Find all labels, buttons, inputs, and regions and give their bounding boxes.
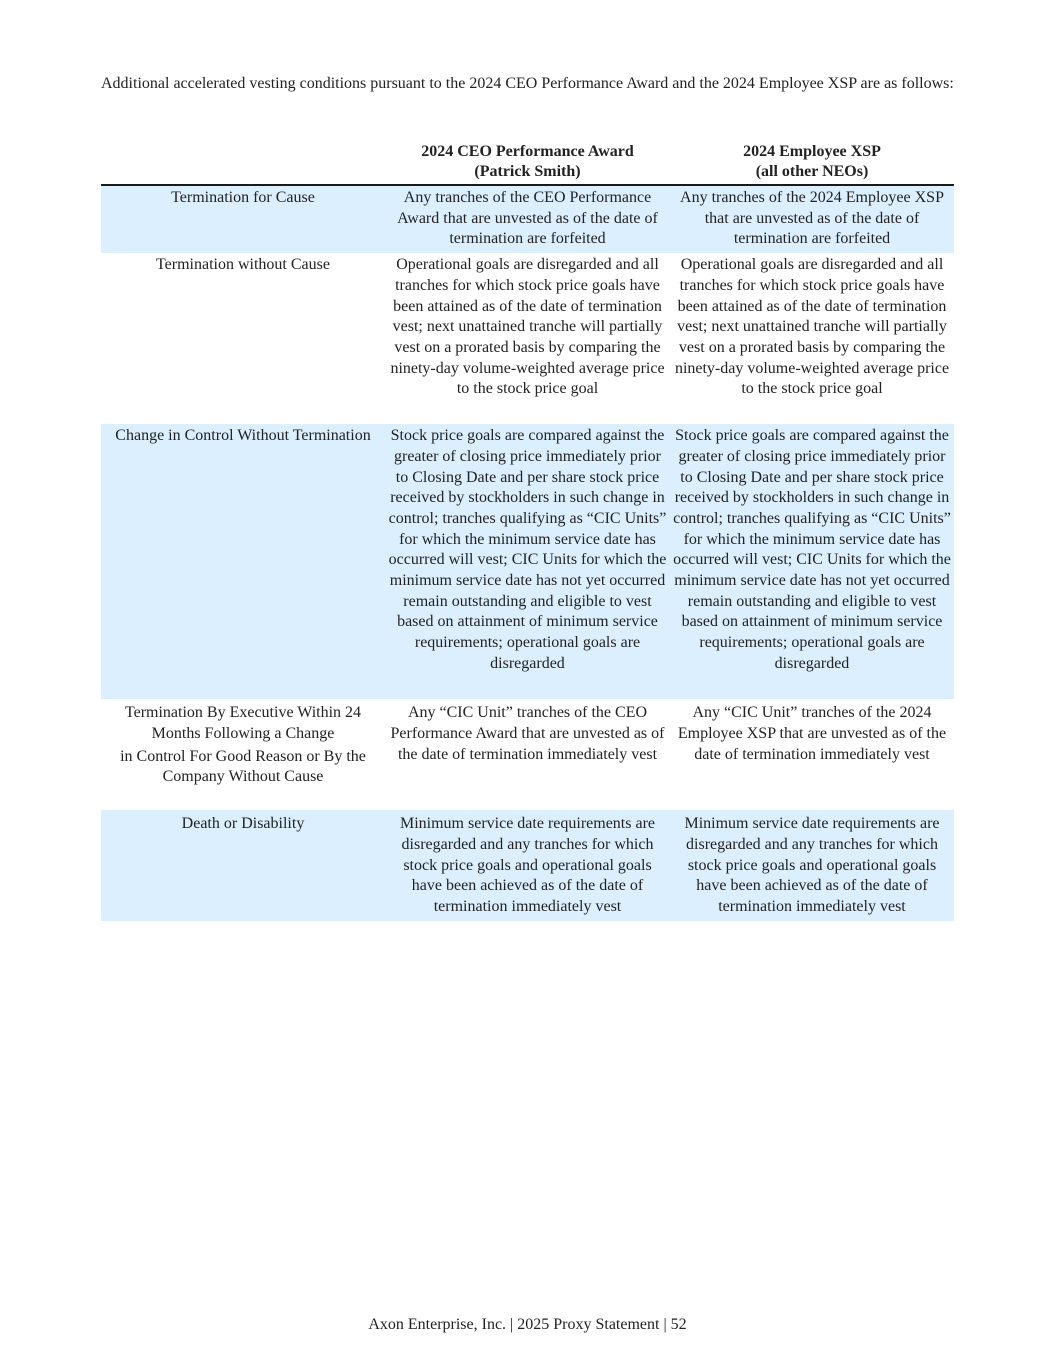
table-header-row (101, 142, 954, 185)
intro-paragraph: Additional accelerated vesting conditions pursuant to the 2024 CEO Performance Award and the 2024 Employee XSP are as follows: (101, 75, 954, 92)
row-ceo-condition: Stock price goals are compared against the greater of closing price immediately prior to Closing Date and per share stock price received by stockholders in such change in control; tranches qualifying as “CIC Units” for which the minimum service date has occurred will vest; CIC Units for which the minimum service date has not yet occurred remain outstanding and eligible to vest based on attainment of minimum service requirements; operational goals are disregarded (385, 424, 670, 699)
header-employee-xsp-title: 2024 Employee XSP (743, 143, 881, 160)
row-ceo-condition: Operational goals are disregarded and all tranches for which stock price goals have been attained as of the date of termination vest; next unattained tranche will partially vest on a prorated basis by comparing the ninety-day volume-weighted average price to the stock price goal (390, 256, 665, 398)
table-row (101, 424, 954, 699)
row-ceo-condition: Any tranches of the CEO Performance Award that are unvested as of the date of termination are forfeited (385, 185, 670, 253)
table-row (101, 185, 954, 253)
row-ceo-condition: Minimum service date requirements are disregarded and any tranches for which stock price goals and operational goals have been achieved as of the date of termination immediately vest (385, 810, 670, 921)
header-event (101, 142, 385, 185)
row-xsp-condition: Stock price goals are compared against the greater of closing price immediately prior to Closing Date and per share stock price received by stockholders in such change in control; tranches qualifying as “CIC Units” for which the minimum service date has occurred will vest; CIC Units for which the minimum service date has not yet occurred remain outstanding and eligible to vest based on attainment of minimum service requirements; operational goals are disregarded (670, 424, 954, 699)
row-event-line2: in Control For Good Reason or By the Company Without Cause (120, 747, 366, 786)
row-event (101, 699, 385, 810)
row-xsp-condition: Any tranches of the 2024 Employee XSP that are unvested as of the date of termination are forfeited (670, 185, 954, 253)
header-ceo-award-subtitle: (Patrick Smith) (474, 163, 581, 180)
row-event: Change in Control Without Termination (101, 424, 385, 699)
header-ceo-award-title: 2024 CEO Performance Award (421, 143, 634, 160)
header-employee-xsp (670, 142, 954, 185)
row-xsp-condition: Any “CIC Unit” tranches of the 2024 Employee XSP that are unvested as of the date of termination immediately vest (677, 704, 947, 763)
row-xsp-condition: Minimum service date requirements are disregarded and any tranches for which stock price goals and operational goals have been achieved as of the date of termination immediately vest (670, 810, 954, 921)
row-event-line1: Termination By Executive Within 24 Months Following a Change (124, 704, 362, 742)
table-row (101, 253, 954, 424)
header-ceo-award (385, 142, 670, 185)
table-row (101, 699, 954, 810)
row-event: Termination for Cause (101, 185, 385, 253)
table-row (101, 810, 954, 921)
row-xsp-condition: Operational goals are disregarded and all tranches for which stock price goals have been attained as of the date of termination vest; next unattained tranche will partially vest on a prorated basis by comparing the ninety-day volume-weighted average price to the stock price goal (674, 256, 950, 398)
row-event: Death or Disability (101, 810, 385, 921)
row-ceo-condition: Any “CIC Unit” tranches of the CEO Performance Award that are unvested as of the date of termination immediately vest (390, 704, 665, 763)
vesting-conditions-table (101, 142, 954, 921)
row-event: Termination without Cause (156, 256, 330, 274)
header-employee-xsp-subtitle: (all other NEOs) (755, 163, 869, 180)
page-footer: Axon Enterprise, Inc. | 2025 Proxy Statement | 52 (368, 1316, 687, 1333)
